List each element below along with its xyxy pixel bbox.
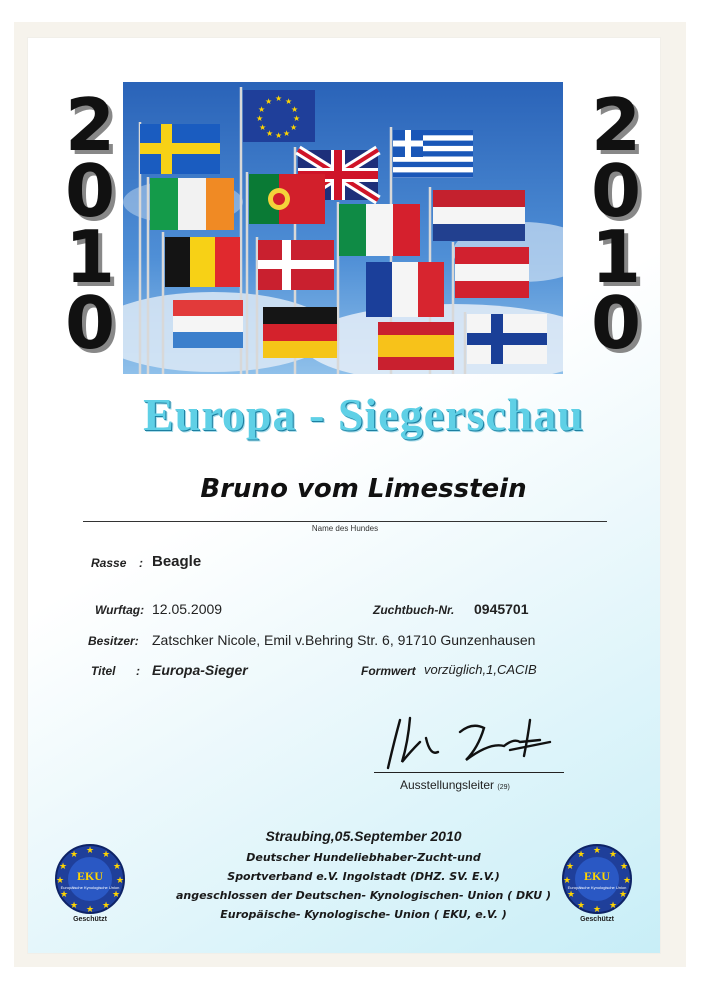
rasse-value: Beagle xyxy=(152,553,202,570)
svg-text:★: ★ xyxy=(622,876,632,886)
titel-separator: : xyxy=(136,664,140,678)
zuchtbuch-label: Zuchtbuch-Nr. xyxy=(373,603,455,617)
svg-text:★: ★ xyxy=(576,901,586,911)
association-line-2: Sportverband e.V. Ingolstadt (DHZ. SV. E.V.) xyxy=(227,870,500,883)
flag-denmark xyxy=(258,240,334,290)
svg-text:★: ★ xyxy=(592,846,602,856)
svg-text:★: ★ xyxy=(275,94,283,103)
svg-text:★: ★ xyxy=(291,105,299,114)
year-digit: 1 xyxy=(64,215,116,299)
flags-photo xyxy=(123,82,563,374)
badge-caption: Geschützt xyxy=(73,916,107,923)
badge-subtitle: Europäische Kynologische Union xyxy=(567,885,627,890)
svg-text:★: ★ xyxy=(576,850,586,860)
svg-text:★: ★ xyxy=(562,876,572,886)
svg-text:★: ★ xyxy=(283,129,291,138)
svg-text:★: ★ xyxy=(290,123,298,132)
svg-text:★: ★ xyxy=(112,862,122,872)
svg-text:★: ★ xyxy=(266,129,274,138)
besitzer-value: Zatschker Nicole, Emil v.Behring Str. 6, 91710 Gunzenhausen xyxy=(152,632,536,648)
signature-image xyxy=(380,712,560,774)
svg-text:★: ★ xyxy=(608,901,618,911)
flag-germany xyxy=(263,307,337,358)
year-digit: 0 xyxy=(64,149,116,233)
signature-caption-number: (29) xyxy=(497,784,510,791)
flag-netherlands xyxy=(433,190,525,241)
year-digit: 0 xyxy=(590,281,642,365)
svg-text:★: ★ xyxy=(618,890,628,900)
badge-title: EKU xyxy=(76,869,104,883)
besitzer-label: Besitzer: xyxy=(88,634,139,648)
svg-text:★: ★ xyxy=(85,846,95,856)
titel-value: Europa-Sieger xyxy=(152,662,248,678)
svg-text:★: ★ xyxy=(55,876,65,886)
svg-text:★: ★ xyxy=(115,876,125,886)
year-digit: 0 xyxy=(64,281,116,365)
year-right xyxy=(584,83,648,365)
svg-text:★: ★ xyxy=(111,890,121,900)
dog-name-line xyxy=(83,521,607,522)
svg-text:★: ★ xyxy=(265,97,273,106)
svg-text:★: ★ xyxy=(59,890,69,900)
svg-text:★: ★ xyxy=(275,131,283,140)
flag-greece xyxy=(393,130,473,178)
flag-italy xyxy=(339,204,420,256)
badge-subtitle: Europäische Kynologische Union xyxy=(60,885,120,890)
zuchtbuch-value: 0945701 xyxy=(474,601,529,617)
flag-sweden xyxy=(140,124,220,174)
flag-france xyxy=(366,262,444,317)
svg-text:★: ★ xyxy=(258,105,266,114)
place-date: Straubing,05.September 2010 xyxy=(265,828,462,844)
signature-line xyxy=(374,772,564,773)
rasse-label: Rasse xyxy=(91,556,127,570)
flag-finland xyxy=(467,314,547,364)
flag-luxembourg xyxy=(173,300,243,348)
titel-label: Titel xyxy=(91,664,116,678)
flag-portugal xyxy=(249,174,325,224)
flag-spain xyxy=(378,322,454,370)
association-line-3: angeschlossen der Deutschen- Kynologischen- Union ( DKU ) xyxy=(175,889,552,902)
year-digit: 2 xyxy=(590,83,642,167)
svg-text:★: ★ xyxy=(259,123,267,132)
dog-name: Bruno vom Limesstein xyxy=(200,474,527,504)
flag-austria xyxy=(455,247,529,298)
year-digit: 2 xyxy=(64,83,116,167)
badge-title: EKU xyxy=(583,869,611,883)
certificate-heading: Europa - Siegerschau xyxy=(143,389,584,440)
rasse-separator: : xyxy=(139,556,143,570)
association-line-1: Deutscher Hundeliebhaber-Zucht-und xyxy=(246,851,481,864)
eku-badge-left xyxy=(54,843,126,923)
signature-caption-text: Ausstellungsleiter xyxy=(400,778,495,792)
eku-seal-icon xyxy=(561,843,633,915)
wurftag-label: Wurftag: xyxy=(95,603,145,617)
signature-caption xyxy=(400,778,510,792)
svg-text:★: ★ xyxy=(256,114,264,123)
svg-text:★: ★ xyxy=(293,114,301,123)
svg-text:★: ★ xyxy=(69,850,79,860)
badge-caption: Geschützt xyxy=(580,916,614,923)
svg-text:★: ★ xyxy=(565,862,575,872)
year-digit: 0 xyxy=(590,149,642,233)
svg-text:★: ★ xyxy=(85,905,95,915)
svg-text:★: ★ xyxy=(608,850,618,860)
wurftag-value: 12.05.2009 xyxy=(152,601,223,617)
year-left xyxy=(58,83,122,365)
dog-name-caption: Name des Hundes xyxy=(311,524,379,533)
svg-text:★: ★ xyxy=(101,901,111,911)
formwert-value: vorzüglich,1,CACIB xyxy=(424,662,537,677)
svg-text:★: ★ xyxy=(592,905,602,915)
svg-text:★: ★ xyxy=(58,862,68,872)
flag-ireland xyxy=(150,178,234,230)
association-line-4: Europäische- Kynologische- Union ( EKU, e.V. ) xyxy=(220,908,507,921)
svg-text:★: ★ xyxy=(619,862,629,872)
svg-text:★: ★ xyxy=(285,97,293,106)
svg-text:★: ★ xyxy=(101,850,111,860)
flags-photo-svg xyxy=(123,82,563,374)
year-digit: 1 xyxy=(590,215,642,299)
eku-badge-right xyxy=(561,843,633,923)
formwert-label: Formwert xyxy=(361,664,416,678)
flag-eu xyxy=(243,90,315,142)
svg-text:★: ★ xyxy=(69,901,79,911)
flag-belgium xyxy=(165,237,240,287)
svg-text:★: ★ xyxy=(566,890,576,900)
eku-seal-icon xyxy=(54,843,126,915)
